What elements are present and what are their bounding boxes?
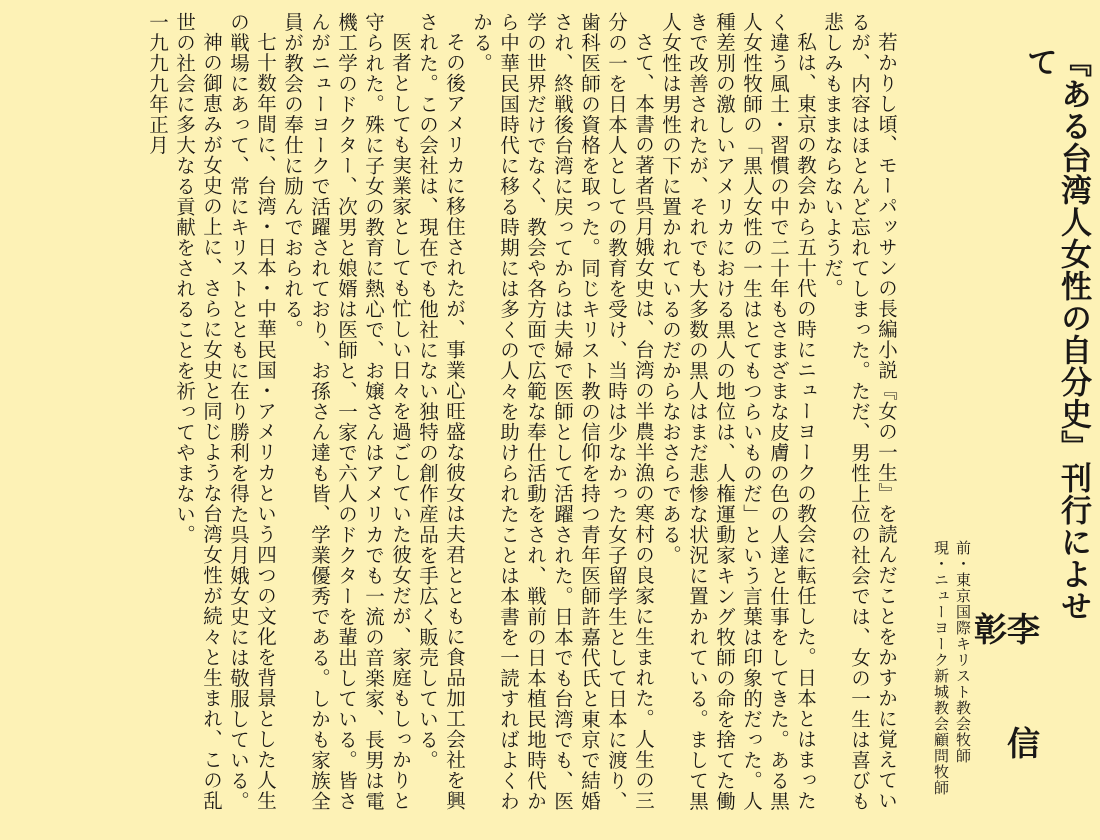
paragraph-1: 若かりし頃、モーパッサンの長編小説『女の一生』を読んだことをかすかに覚えているが、内容はほとんど忘れてしまった。ただ、男性上位の社会では、女の一生は喜びも悲しみもままならないようだ。 [821, 12, 898, 812]
paragraph-3: さて、本書の著者呉月娥女史は、台湾の半農半漁の寒村の良家に生まれた。人生の三分の一を日本人としての教育を受け、当時は少なかった女子留学生として日本に渡り、歯科医師の資格を取った。同じキリスト教の信仰を持つ青年医師許嘉代氏と東京で結婚され、終戦後台湾に戻ってからは夫婦で医師として活躍された。日本でも台湾でも、医学の世界だけでなく、教会や各方面で広範な奉仕活動をされ、戦前の日本植民地時代から中華民国時代に移る時期には多くの人々を助けられたことは本書を一読すればよくわかる。 [470, 12, 655, 812]
author-role-former: 前・東京国際キリスト教会牧師 [954, 540, 972, 764]
paragraph-5: 医者としても実業家としても忙しい日々を過ごしていた彼女だが、家庭もしっかりと守られた。殊に子女の教育に熱心で、お嬢さんはアメリカでも一流の音楽家、長男は電機工学のドクター、次男と娘婿は医師と、一家で六人のドクターを輩出している。皆さんがニューヨークで活躍されており、お孫さん達も皆、学業優秀である。しかも家族全員が教会の奉仕に励んでおられる。 [281, 12, 412, 812]
author-roles [930, 540, 974, 830]
author-name: 李 信 彰 [969, 612, 1041, 840]
paragraph-4: その後アメリカに移住されたが、事業心旺盛な彼女は夫君とともに食品加工会社を興された。この会社は、現在でも他社にない独特の創作産品を手広く販売している。 [416, 12, 466, 811]
paragraph-6: 七十数年間に、台湾・日本・中華民国・アメリカという四つの文化を背景とした人生の戦場にあって、常にキリストとともに在り勝利を得た呉月娥女史には敬服している。 [227, 12, 277, 812]
date-line: 一九九九年正月 [146, 12, 169, 156]
paragraph-2: 私は、東京の教会から五十代の時にニューヨークの教会に転任した。日本とはまったく違う風土・習慣の中で二十年もさまざまな皮膚の色の人達と仕事をしてきた。ある黒人女性牧師の「黒人女性の一生はとてもつらいものだ」という言葉は印象的だった。人種差別の激しいアメリカにおける黒人の地位は、人権運動家キング牧師の命を捨てた働きで改善されたが、それでも大多数の黒人はまだ悲惨な状況に置かれている。まして黒人女性は男性の下に置かれているのだからなおさらである。 [659, 12, 817, 812]
author-role-current: 現・ニューヨーク新城教会顧問牧師 [932, 540, 950, 796]
body-text [8, 12, 900, 830]
paragraph-7: 神の御恵みが女史の上に、さらに女史と同じような台湾女性が続々と生まれ、この乱世の社会に多大なる貢献をされることを祈ってやまない。 [173, 12, 223, 811]
document-title: 『ある台湾人女性の自分史』刊行によせて [1020, 46, 1091, 622]
